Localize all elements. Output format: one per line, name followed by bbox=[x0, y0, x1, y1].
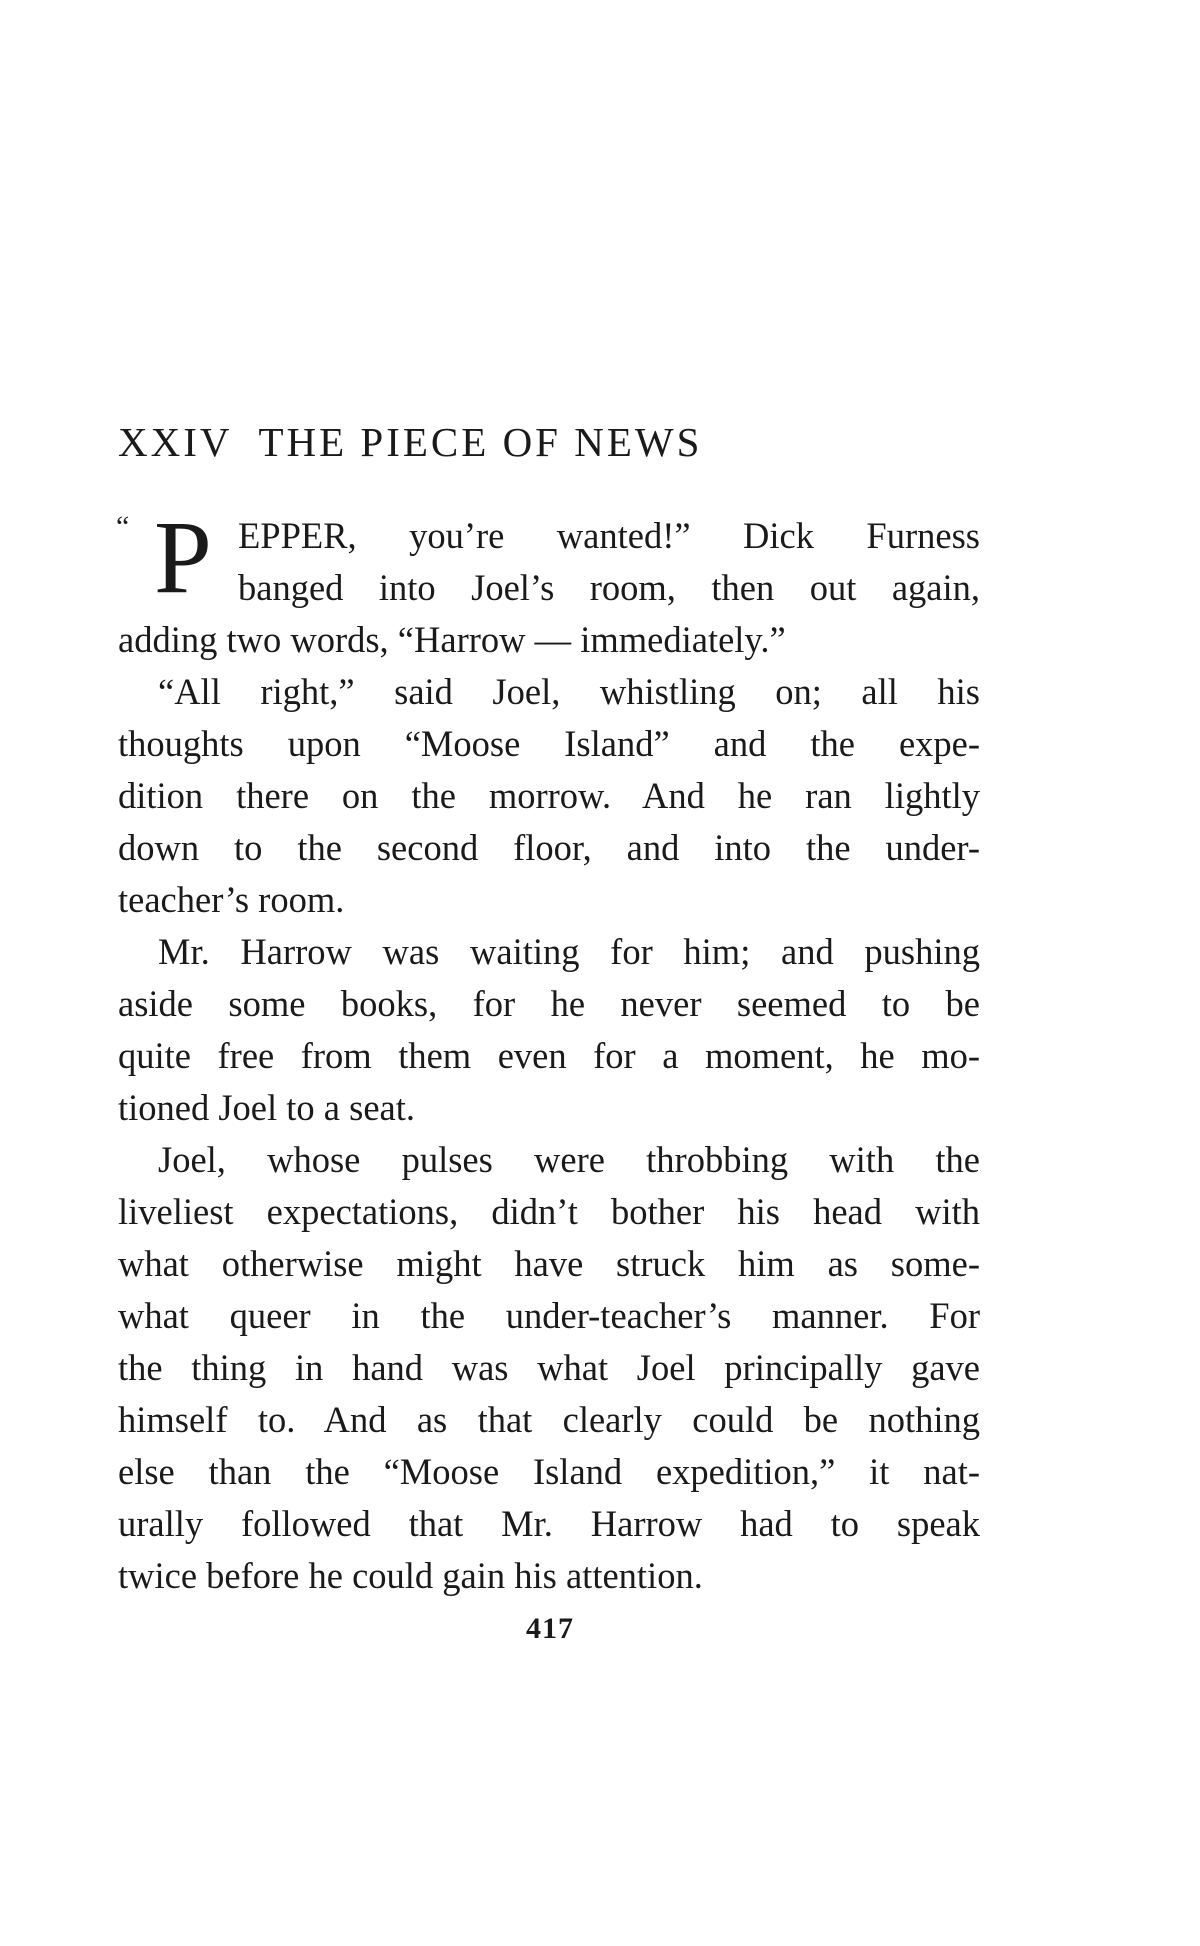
text-line: Mr. Harrow was waiting for him; and pushing bbox=[158, 931, 980, 972]
text-line: twice before he could gain his attention. bbox=[118, 1555, 703, 1596]
text-line: teacher’s room. bbox=[118, 879, 345, 920]
opening-quote-mark: “ bbox=[116, 510, 130, 543]
text-line: quite free from them even for a moment, he mo- bbox=[118, 1035, 980, 1076]
text-line: “All right,” said Joel, whistling on; all his bbox=[158, 671, 980, 712]
paragraph-1 bbox=[116, 500, 980, 666]
text-line: liveliest expectations, didn’t bother his head with bbox=[118, 1191, 980, 1232]
text-line: himself to. And as that clearly could be nothing bbox=[118, 1399, 980, 1440]
drop-cap-letter: P bbox=[154, 500, 212, 615]
text-line: what otherwise might have struck him as some- bbox=[118, 1243, 980, 1284]
text-line: urally followed that Mr. Harrow had to speak bbox=[118, 1503, 980, 1544]
text-line: EPPER, you’re wanted!” Dick Furness bbox=[238, 515, 980, 556]
paragraph-3 bbox=[118, 926, 980, 1134]
text-line: dition there on the morrow. And he ran lightly bbox=[118, 775, 980, 816]
page-number: 417 bbox=[526, 1612, 574, 1645]
text-line: tioned Joel to a seat. bbox=[118, 1087, 415, 1128]
paragraph-4 bbox=[118, 1134, 980, 1602]
text-line: the thing in hand was what Joel principally gave bbox=[118, 1347, 980, 1388]
chapter-title: THE PIECE OF NEWS bbox=[258, 419, 703, 465]
chapter-number: XXIV bbox=[118, 419, 233, 465]
text-line: what queer in the under-teacher’s manner. For bbox=[118, 1295, 980, 1336]
text-line: else than the “Moose Island expedition,” it nat- bbox=[118, 1451, 980, 1492]
text-line: thoughts upon “Moose Island” and the expe- bbox=[118, 723, 980, 764]
chapter-heading bbox=[118, 412, 978, 472]
paragraph-2 bbox=[118, 666, 980, 926]
text-line: banged into Joel’s room, then out again, bbox=[238, 567, 980, 608]
text-line: Joel, whose pulses were throbbing with the bbox=[158, 1139, 980, 1180]
body-text bbox=[116, 500, 980, 1602]
text-line: adding two words, “Harrow — immediately.” bbox=[118, 619, 786, 660]
text-line: down to the second floor, and into the under- bbox=[118, 827, 980, 868]
text-line: aside some books, for he never seemed to be bbox=[118, 983, 980, 1024]
